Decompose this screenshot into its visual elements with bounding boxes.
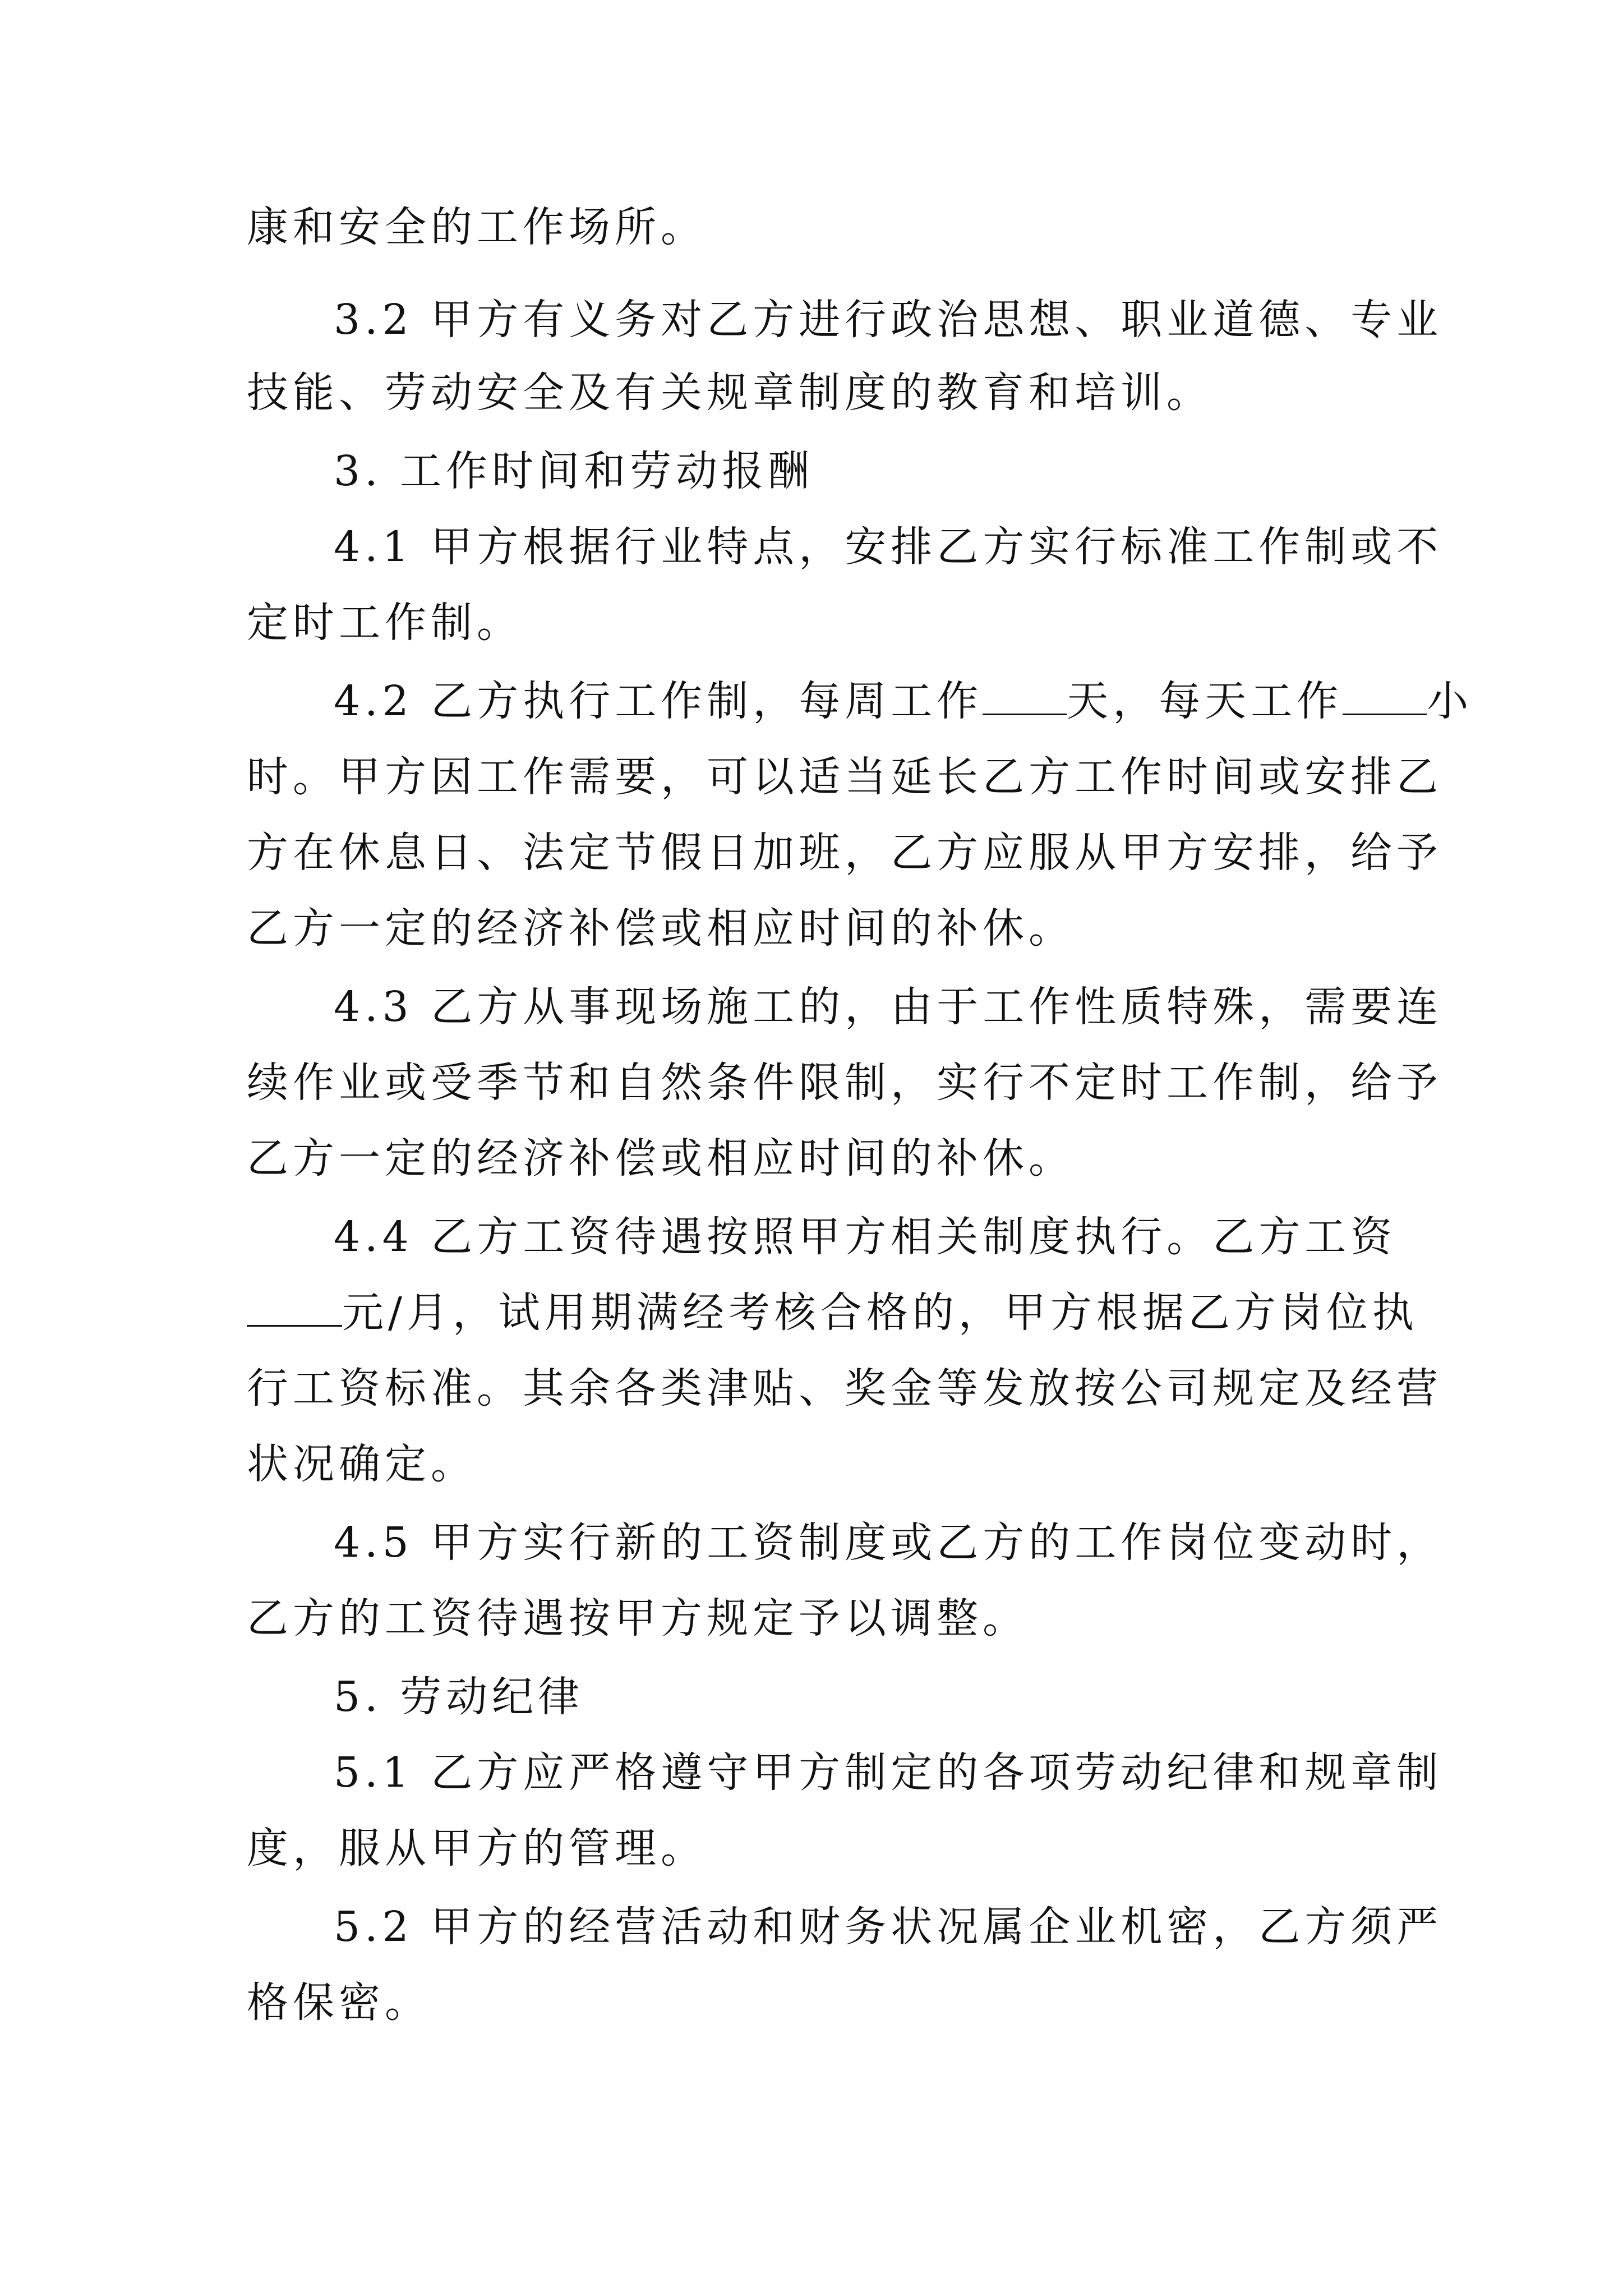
- clause-4-3-line-1: 4.3 乙方从事现场施工的，由于工作性质特殊，需要连: [334, 983, 1443, 1031]
- clause-4-2-text-c: 小: [1427, 677, 1473, 725]
- clause-4-1-line-1: 4.1 甲方根据行业特点，安排乙方实行标准工作制或不: [334, 523, 1443, 571]
- workhours-blank: [1343, 674, 1427, 715]
- clause-5-1-line-1: 5.1 乙方应严格遵守甲方制定的各项劳动纪律和规章制: [334, 1749, 1443, 1797]
- clause-3-2-line-1: 3.2 甲方有义务对乙方进行政治思想、职业道德、专业: [334, 296, 1443, 344]
- clause-4-1-line-2: 定时工作制。: [247, 599, 523, 647]
- clause-4-2-line-1: [334, 673, 1473, 729]
- clause-4-3-line-3: 乙方一定的经济补偿或相应时间的补休。: [247, 1134, 1075, 1182]
- clause-4-2-line-2: 时。甲方因工作需要，可以适当延长乙方工作时间或安排乙: [247, 753, 1442, 801]
- clause-4-4-text: 元/月，试用期满经考核合格的，甲方根据乙方岗位执: [342, 1289, 1418, 1337]
- clause-4-4-line-1: 4.4 乙方工资待遇按照甲方相关制度执行。乙方工资: [334, 1213, 1397, 1261]
- clause-4-5-line-2: 乙方的工资待遇按甲方规定予以调整。: [247, 1594, 1029, 1642]
- clause-3-2-line-2: 技能、劳动安全及有关规章制度的教育和培训。: [247, 369, 1212, 417]
- section-heading-work-time: 3. 工作时间和劳动报酬: [334, 447, 814, 495]
- clause-4-4-line-2: [247, 1285, 1418, 1341]
- clause-4-2-line-4: 乙方一定的经济补偿或相应时间的补休。: [247, 904, 1075, 953]
- clause-5-2-line-2: 格保密。: [247, 1978, 431, 2027]
- clause-5-2-line-1: 5.2 甲方的经营活动和财务状况属企业机密，乙方须严: [334, 1903, 1443, 1951]
- clause-5-1-line-2: 度，服从甲方的管理。: [247, 1824, 707, 1872]
- workdays-blank: [983, 674, 1067, 715]
- clause-4-4-line-3: 行工资标准。其余各类津贴、奖金等发放按公司规定及经营: [247, 1364, 1442, 1412]
- clause-4-4-line-4: 状况确定。: [247, 1440, 477, 1488]
- clause-4-2-line-3: 方在休息日、法定节假日加班，乙方应服从甲方安排，给予: [247, 829, 1442, 877]
- section-heading-discipline: 5. 劳动纪律: [334, 1673, 584, 1721]
- paragraph-line: 康和安全的工作场所。: [247, 203, 707, 251]
- clause-4-2-text-a: 4.2 乙方执行工作制，每周工作: [334, 677, 983, 725]
- clause-4-5-line-1: 4.5 甲方实行新的工资制度或乙方的工作岗位变动时，: [334, 1519, 1443, 1567]
- clause-4-2-text-b: 天，每天工作: [1067, 677, 1343, 725]
- clause-4-3-line-2: 续作业或受季节和自然条件限制，实行不定时工作制，给予: [247, 1059, 1442, 1107]
- wage-blank: [247, 1286, 342, 1327]
